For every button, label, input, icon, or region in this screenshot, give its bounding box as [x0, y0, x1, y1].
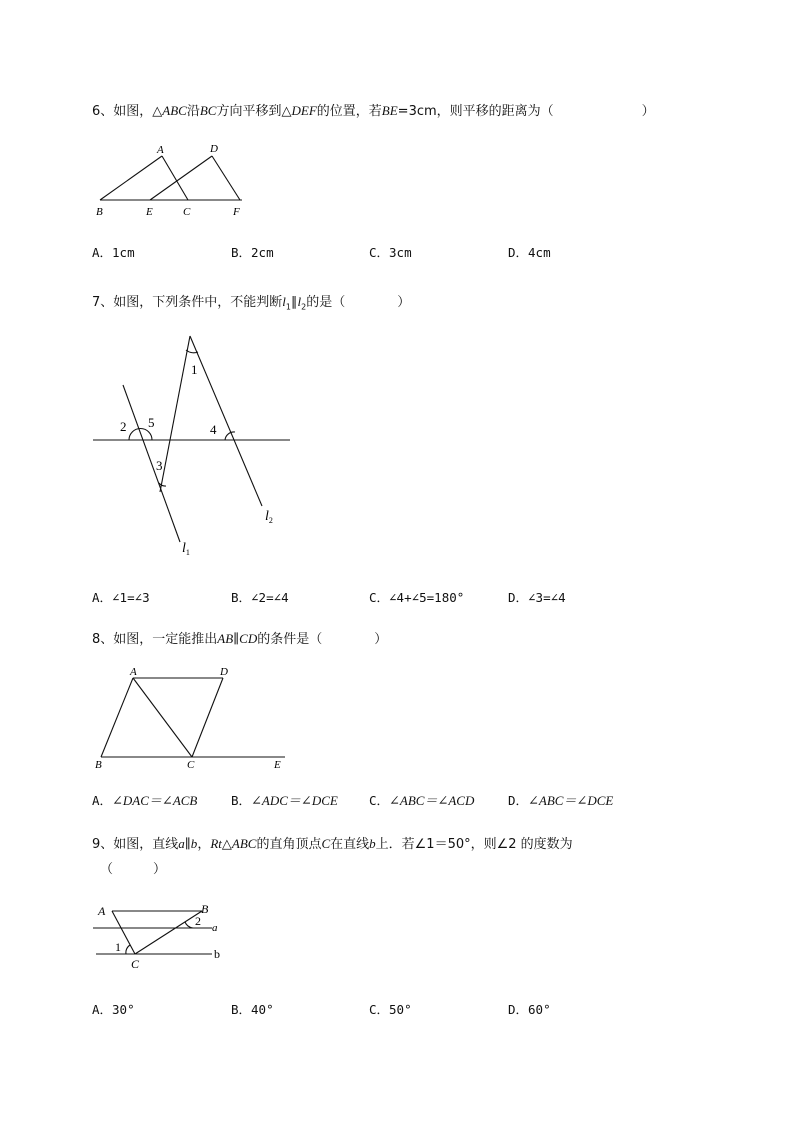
option-d[interactable]: D．4cm	[508, 245, 551, 260]
angle-label-1: 1	[191, 362, 198, 377]
question-6-stem: 6、如图，△ABC沿BC方向平移到△DEF的位置，若BE=3cm，则平移的距离为（ ）	[92, 103, 655, 119]
option-b[interactable]: B．40°	[231, 1002, 274, 1017]
label-A: A	[157, 144, 164, 156]
option-d[interactable]: D．∠ABC＝∠DCE	[508, 793, 614, 808]
question-8-figure	[90, 664, 295, 774]
option-b[interactable]: B．∠ADC＝∠DCE	[231, 793, 338, 808]
angle-label-5: 5	[148, 415, 155, 430]
option-c[interactable]: C．∠ABC＝∠ACD	[369, 793, 475, 808]
option-b[interactable]: B．2cm	[231, 245, 274, 260]
label-C: C	[183, 206, 191, 218]
label-A: A	[130, 666, 137, 678]
label-D: D	[220, 666, 228, 678]
line-label-a: a	[212, 922, 218, 934]
question-6-figure	[90, 138, 260, 223]
angle-label-1: 1	[115, 940, 121, 954]
question-9-stem: 9、如图，直线a∥b，Rt△ABC的直角顶点C在直线b上．若∠1＝50°，则∠2 的度数为	[92, 836, 573, 852]
option-a[interactable]: A．1cm	[92, 245, 135, 260]
question-9-figure	[90, 898, 230, 973]
angle-label-2: 2	[120, 419, 127, 434]
label-F: F	[233, 206, 240, 218]
label-A: A	[98, 904, 106, 918]
option-d[interactable]: D．∠3=∠4	[508, 590, 566, 605]
question-8-stem: 8、如图，一定能推出AB∥CD的条件是（ ）	[92, 631, 388, 647]
line-label-b: b	[214, 947, 220, 961]
option-c[interactable]: C．∠4+∠5=180°	[369, 590, 465, 605]
question-9-answer-blank: （ ）	[100, 862, 167, 877]
option-a[interactable]: A．30°	[92, 1002, 135, 1017]
angle-label-3: 3	[156, 458, 163, 473]
question-7-figure	[90, 330, 300, 560]
label-B: B	[201, 902, 209, 916]
label-E: E	[274, 759, 281, 771]
option-d[interactable]: D．60°	[508, 1002, 551, 1017]
label-B: B	[95, 759, 102, 771]
option-b[interactable]: B．∠2=∠4	[231, 590, 289, 605]
option-a[interactable]: A．∠1=∠3	[92, 590, 150, 605]
label-D: D	[210, 143, 218, 155]
option-c[interactable]: C．3cm	[369, 245, 412, 260]
angle-label-2: 2	[195, 914, 201, 928]
line-label-l2: $l_2$	[265, 509, 273, 525]
label-C: C	[131, 957, 140, 971]
label-C: C	[187, 759, 195, 771]
option-a[interactable]: A．∠DAC＝∠ACB	[92, 793, 198, 808]
label-B: B	[96, 206, 103, 218]
angle-label-4: 4	[210, 422, 217, 437]
question-7-stem: 7、如图，下列条件中，不能判断$l_1\parallel l_2$的是（ ）	[92, 294, 411, 312]
option-c[interactable]: C．50°	[369, 1002, 412, 1017]
line-label-l1: $l_1$	[182, 541, 190, 557]
label-E: E	[146, 206, 153, 218]
